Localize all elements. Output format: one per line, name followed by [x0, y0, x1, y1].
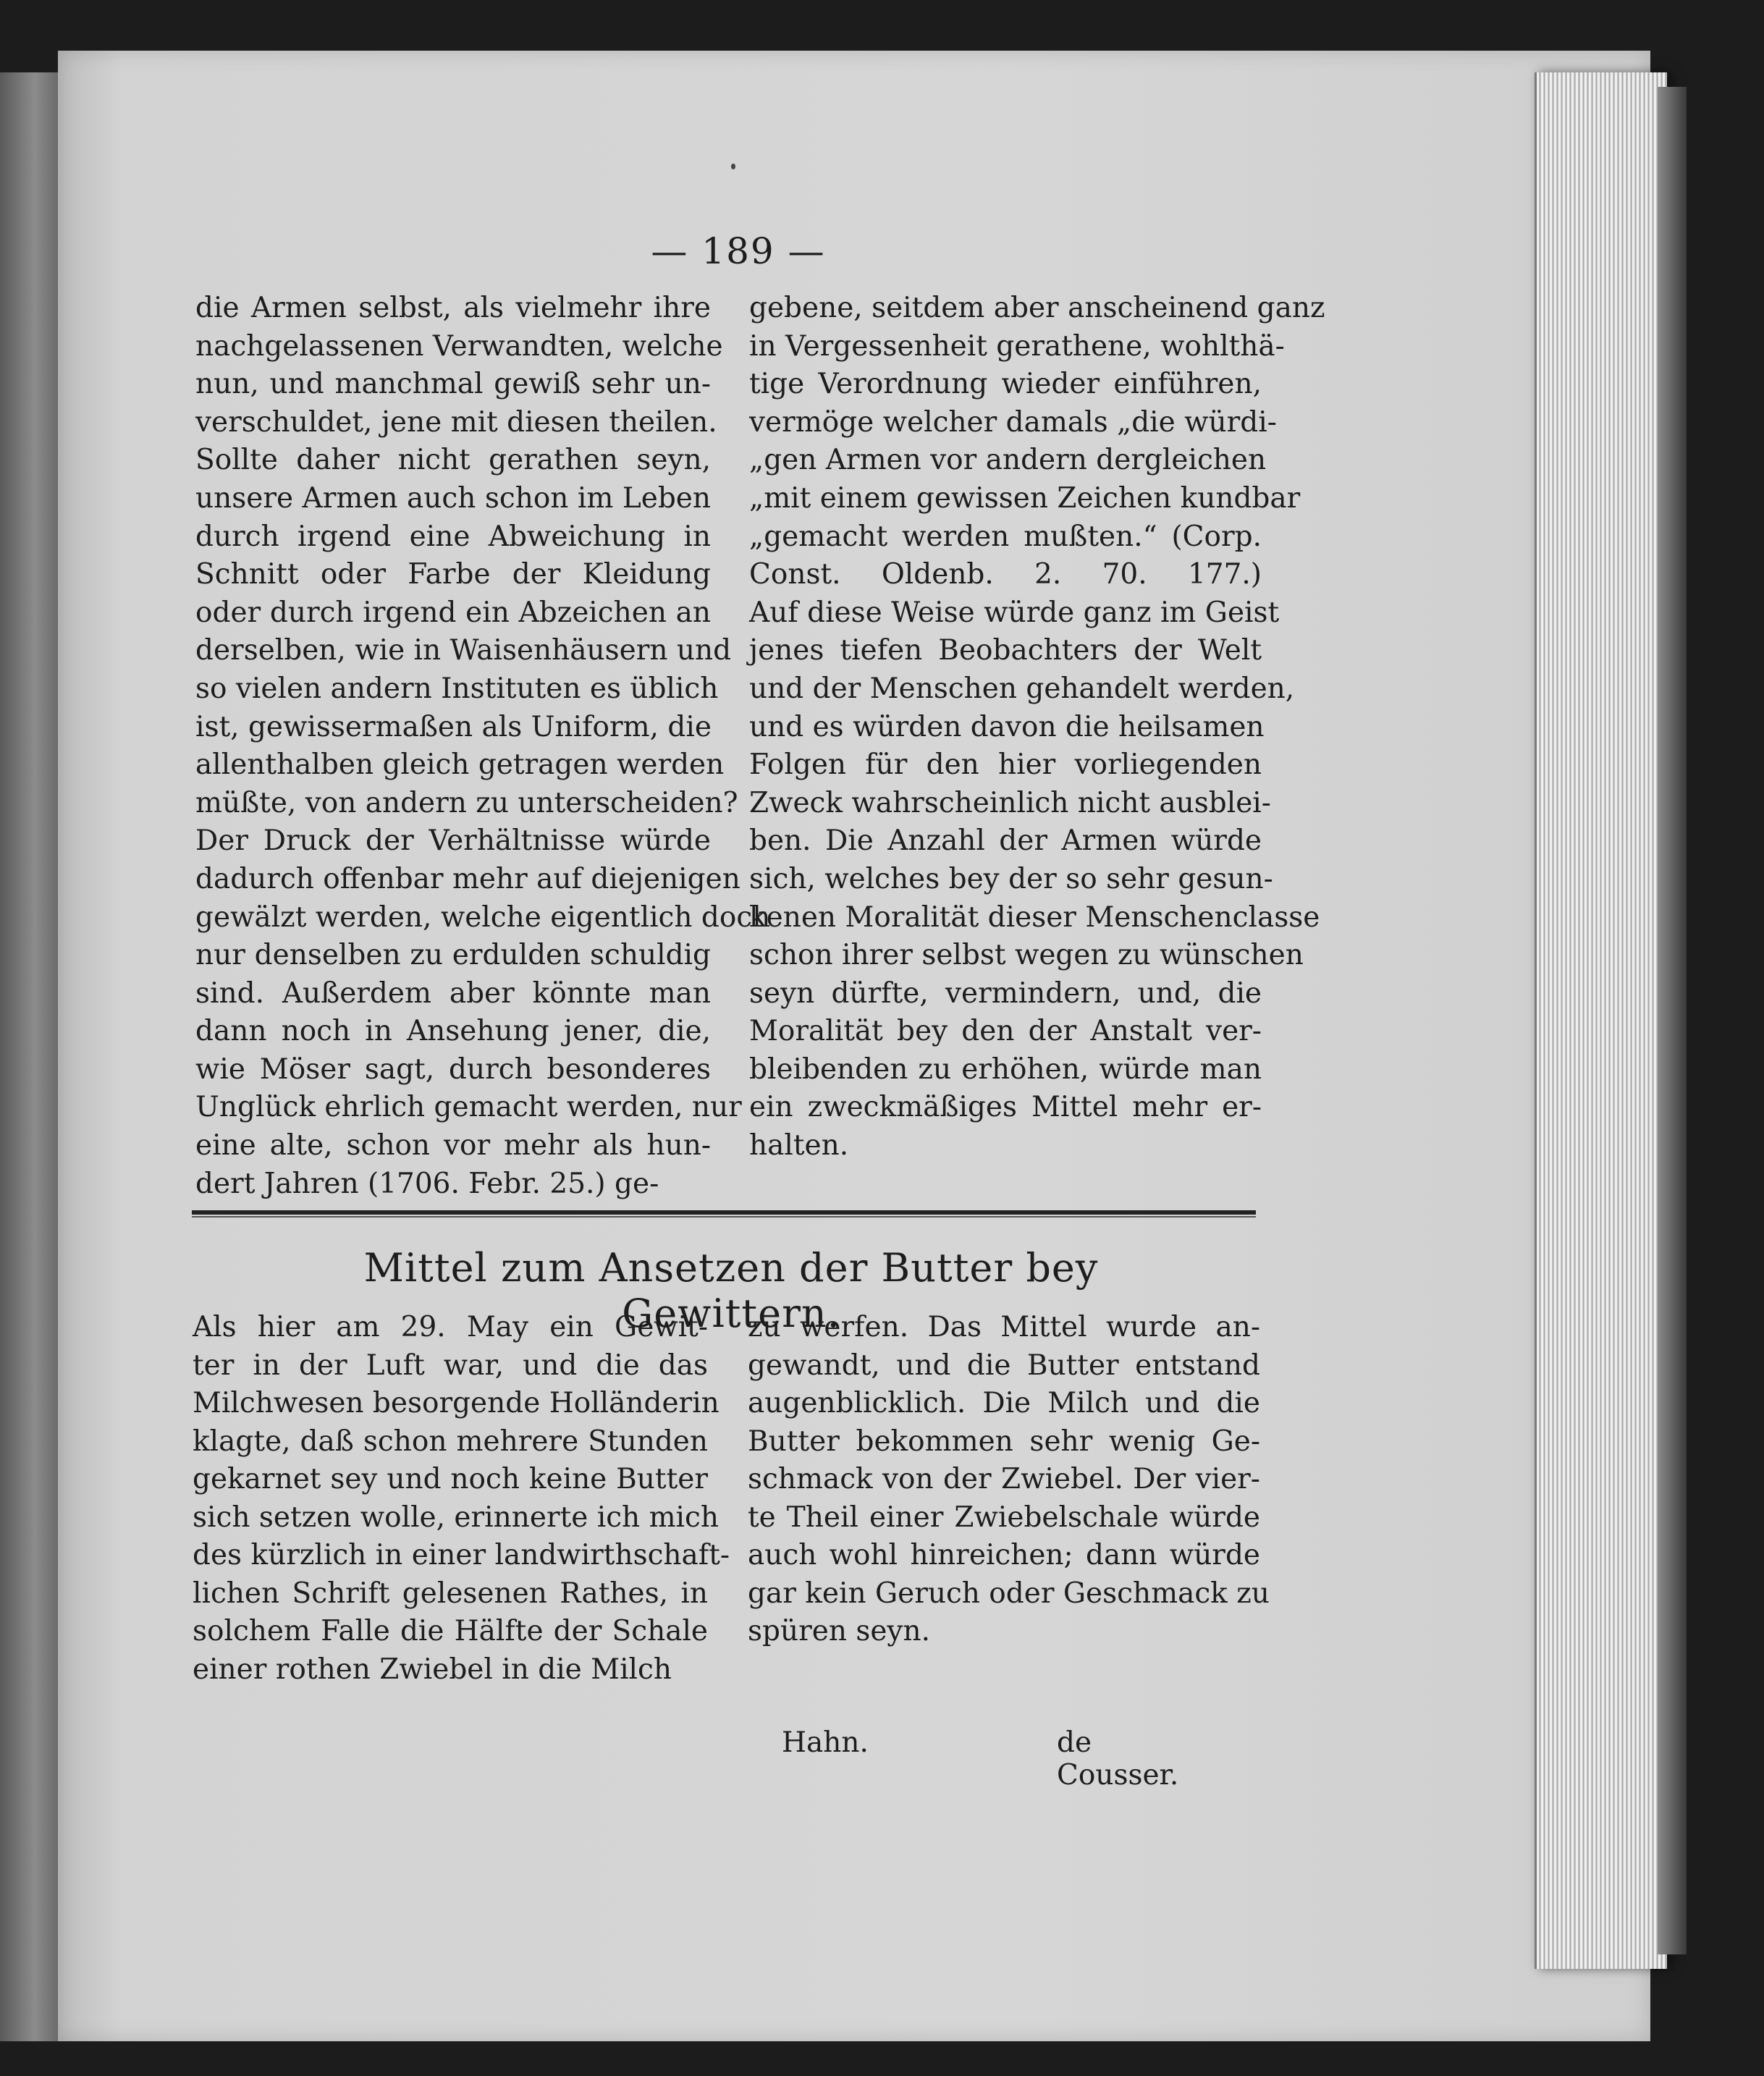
- text-line: gar kein Geruch oder Geschmack zu: [748, 1577, 1270, 1610]
- text-line: Moralität bey den der Anstalt ver-: [749, 1015, 1262, 1048]
- text-line: Auf diese Weise würde ganz im Geist: [749, 596, 1280, 629]
- text-line: lichen Schrift gelesenen Rathes, in: [193, 1577, 708, 1610]
- upper-right-column: [749, 290, 1325, 1165]
- text-line: augenblicklich. Die Milch und die: [748, 1387, 1260, 1419]
- text-line: „gen Armen vor andern dergleichen: [749, 444, 1267, 477]
- article-title: Mittel zum Ansetzen der Butter bey Gewittern.: [363, 1245, 1099, 1336]
- text-line: Folgen für den hier vorliegenden: [749, 748, 1262, 782]
- book-cover-edge: [1658, 87, 1687, 1954]
- text-line: einer rothen Zwiebel in die Milch: [193, 1653, 672, 1686]
- text-line: nur denselben zu erdulden schuldig: [195, 939, 711, 972]
- text-line: derselben, wie in Waisenhäusern und: [195, 634, 732, 667]
- text-line: und der Menschen gehandelt werden,: [749, 672, 1295, 705]
- text-line: sich setzen wolle, erinnerte ich mich: [193, 1501, 719, 1534]
- text-line: gewandt, und die Butter entstand: [748, 1349, 1260, 1382]
- text-line: ben. Die Anzahl der Armen würde: [749, 824, 1262, 858]
- text-line: gekarnet sey und noch keine Butter: [193, 1463, 708, 1495]
- text-line: Unglück ehrlich gemacht werden, nur: [195, 1091, 742, 1124]
- text-line: jenes tiefen Beobachters der Welt: [749, 634, 1262, 667]
- text-line: Als hier am 29. May ein Gewit-: [193, 1311, 708, 1343]
- text-line: halten.: [749, 1129, 849, 1163]
- article-right-column: [748, 1309, 1270, 1651]
- text-line: so vielen andern Instituten es üblich: [195, 672, 719, 705]
- text-line: schmack von der Zwiebel. Der vier-: [748, 1463, 1260, 1495]
- facing-page-edge: [0, 72, 58, 2041]
- text-line: Sollte daher nicht gerathen seyn,: [195, 444, 711, 477]
- signature-name: de Cousser.: [1057, 1726, 1179, 1792]
- text-line: und es würden davon die heilsamen: [749, 710, 1265, 743]
- text-line: schon ihrer selbst wegen zu wünschen: [749, 939, 1304, 972]
- text-line: vermöge welcher damals „die würdi-: [749, 405, 1277, 439]
- text-line: die Armen selbst, als vielmehr ihre: [195, 292, 711, 324]
- section-divider-thin: [192, 1216, 1256, 1218]
- text-line: ein zweckmäßiges Mittel mehr er-: [749, 1091, 1262, 1124]
- text-line: tige Verordnung wieder einführen,: [749, 368, 1262, 401]
- text-line: durch irgend eine Abweichung in: [195, 520, 711, 553]
- text-line: sich, welches bey der so sehr gesun-: [749, 862, 1273, 895]
- text-line: eine alte, schon vor mehr als hun-: [195, 1129, 711, 1163]
- text-line: ist, gewissermaßen als Uniform, die: [195, 710, 712, 743]
- signature-place: Hahn.: [782, 1726, 869, 1759]
- text-line: dert Jahren (1706. Febr. 25.) ge-: [195, 1167, 659, 1200]
- paper-speck: [731, 164, 735, 169]
- text-line: bleibenden zu erhöhen, würde man: [749, 1052, 1262, 1086]
- article-left-column: [193, 1309, 730, 1689]
- text-line: solchem Falle die Hälfte der Schale: [193, 1615, 708, 1647]
- text-line: Butter bekommen sehr wenig Ge-: [748, 1425, 1260, 1458]
- text-line: klagte, daß schon mehrere Stunden: [193, 1425, 708, 1458]
- text-line: unsere Armen auch schon im Leben: [195, 481, 711, 515]
- section-divider: [192, 1210, 1256, 1215]
- text-line: gewälzt werden, welche eigentlich doch: [195, 900, 771, 934]
- text-line: nun, und manchmal gewiß sehr un-: [195, 368, 711, 401]
- upper-left-column: [195, 290, 771, 1203]
- text-line: Milchwesen besorgende Holländerin: [193, 1387, 719, 1419]
- text-line: nachgelassenen Verwandten, welche: [195, 329, 723, 363]
- text-line: müßte, von andern zu unterscheiden?: [195, 786, 738, 819]
- text-line: oder durch irgend ein Abzeichen an: [195, 596, 711, 629]
- text-line: in Vergessenheit gerathene, wohlthä-: [749, 329, 1285, 363]
- text-line: dadurch offenbar mehr auf diejenigen: [195, 862, 740, 895]
- text-line: Der Druck der Verhältnisse würde: [195, 824, 711, 858]
- text-line: ter in der Luft war, und die das: [193, 1349, 708, 1382]
- page-block-edges: [1535, 72, 1667, 1969]
- text-line: seyn dürfte, vermindern, und, die: [749, 976, 1262, 1010]
- text-line: des kürzlich in einer landwirthschaft-: [193, 1539, 730, 1571]
- text-line: dann noch in Ansehung jener, die,: [195, 1015, 711, 1048]
- text-line: wie Möser sagt, durch besonderes: [195, 1052, 711, 1086]
- text-line: allenthalben gleich getragen werden: [195, 748, 725, 782]
- text-line: zu werfen. Das Mittel wurde an-: [748, 1311, 1260, 1343]
- text-line: „mit einem gewissen Zeichen kundbar: [749, 481, 1301, 515]
- text-line: spüren seyn.: [748, 1615, 930, 1647]
- text-line: Zweck wahrscheinlich nicht ausblei-: [749, 786, 1271, 819]
- text-line: verschuldet, jene mit diesen theilen.: [195, 405, 717, 439]
- text-line: Const. Oldenb. 2. 70. 177.): [749, 558, 1262, 591]
- page-number: — 189 —: [651, 230, 826, 272]
- text-line: „gemacht werden mußten.“ (Corp.: [749, 520, 1262, 553]
- text-line: auch wohl hinreichen; dann würde: [748, 1539, 1260, 1571]
- text-line: te Theil einer Zwiebelschale würde: [748, 1501, 1260, 1534]
- text-line: kenen Moralität dieser Menschenclasse: [749, 900, 1320, 934]
- text-line: Schnitt oder Farbe der Kleidung: [195, 558, 711, 591]
- text-line: gebene, seitdem aber anscheinend ganz: [749, 292, 1325, 324]
- text-line: sind. Außerdem aber könnte man: [195, 976, 711, 1010]
